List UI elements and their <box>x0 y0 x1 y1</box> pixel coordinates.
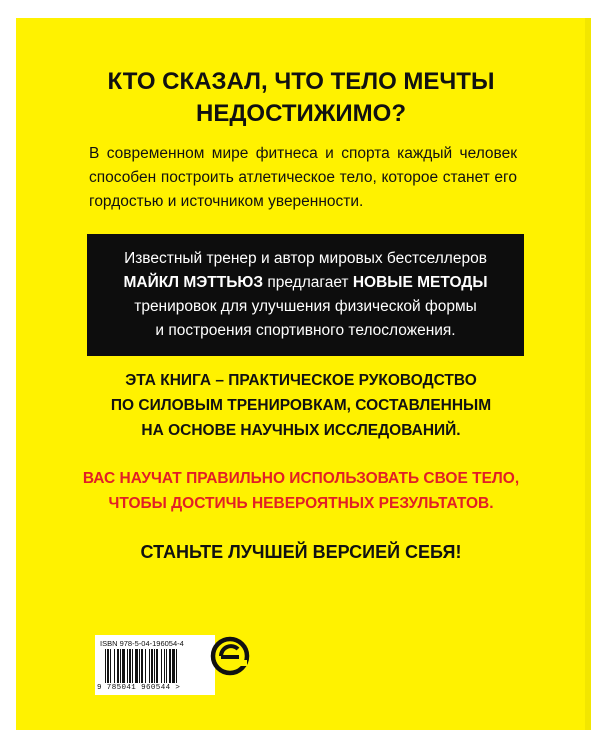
author-box-line-3: тренировок для улучшения физической формы <box>134 298 477 315</box>
barcode-bar <box>122 649 125 683</box>
barcode-bar <box>151 649 153 683</box>
practical-guide-statement <box>16 368 586 443</box>
barcode-bars <box>105 649 205 683</box>
publisher-logo-icon <box>210 636 250 676</box>
book-back-cover <box>16 18 586 730</box>
author-box-verb: предлагает <box>267 274 349 291</box>
barcode-bar <box>110 649 111 683</box>
author-box-line-4: и построения спортивного телосложения. <box>155 322 456 339</box>
barcode-bar <box>154 649 155 683</box>
author-name: МАЙКЛ МЭТТЬЮЗ <box>123 274 264 291</box>
practical-line-1: ЭТА КНИГА – ПРАКТИЧЕСКОЕ РУКОВОДСТВО <box>125 372 477 389</box>
barcode-bar <box>114 649 115 683</box>
barcode-bar <box>176 649 177 683</box>
practical-line-3: НА ОСНОВЕ НАУЧНЫХ ИССЛЕДОВАНИЙ. <box>141 422 461 439</box>
new-methods-text: НОВЫЕ МЕТОДЫ <box>352 274 488 291</box>
final-slogan: СТАНЬТЕ ЛУЧШЕЙ ВЕРСИЕЙ СЕБЯ! <box>140 542 462 562</box>
barcode-bar <box>139 649 140 683</box>
red-line-1: ВАС НАУЧАТ ПРАВИЛЬНО ИСПОЛЬЗОВАТЬ СВОЕ ТЕЛО, <box>82 470 520 487</box>
barcode-bar <box>149 649 150 683</box>
barcode-bar <box>141 649 143 683</box>
barcode-bar <box>145 649 146 683</box>
red-promise <box>16 466 586 516</box>
barcode-bar <box>135 649 138 683</box>
barcode-number: 9 785041 960544 > <box>97 684 181 692</box>
red-line-2: ЧТОБЫ ДОСТИЧЬ НЕВЕРОЯТНЫХ РЕЗУЛЬТАТОВ. <box>108 495 494 512</box>
barcode-bar <box>105 649 106 683</box>
spine-edge <box>585 18 591 730</box>
barcode-bar <box>107 649 109 683</box>
headline <box>16 66 586 130</box>
barcode-bar <box>117 649 119 683</box>
practical-line-2: ПО СИЛОВЫМ ТРЕНИРОВКАМ, СОСТАВЛЕННЫМ <box>110 397 492 414</box>
barcode-bar <box>120 649 121 683</box>
author-info-box <box>87 234 524 356</box>
isbn-text: ISBN 978-5-04-196054-4 <box>100 639 184 648</box>
barcode-bar <box>172 649 175 683</box>
barcode-bar <box>161 649 162 683</box>
barcode-bar <box>156 649 158 683</box>
barcode-bar <box>127 649 128 683</box>
barcode-label <box>95 635 215 695</box>
headline-line-2: НЕДОСТИЖИМО? <box>195 100 406 127</box>
barcode-bar <box>166 649 167 683</box>
barcode-bar <box>129 649 131 683</box>
headline-line-1: КТО СКАЗАЛ, ЧТО ТЕЛО МЕЧТЫ <box>107 68 495 95</box>
author-box-line-2 <box>87 271 524 295</box>
intro-paragraph: В современном мире фитнеса и спорта каждый человек способен построить атлетическое тело, которое станет его гордостью и источником уверенности. <box>89 145 517 210</box>
author-box-line-1: Известный тренер и автор мировых бестселлеров <box>124 250 487 267</box>
barcode-bar <box>169 649 171 683</box>
barcode-bar <box>164 649 165 683</box>
barcode-bar <box>132 649 133 683</box>
